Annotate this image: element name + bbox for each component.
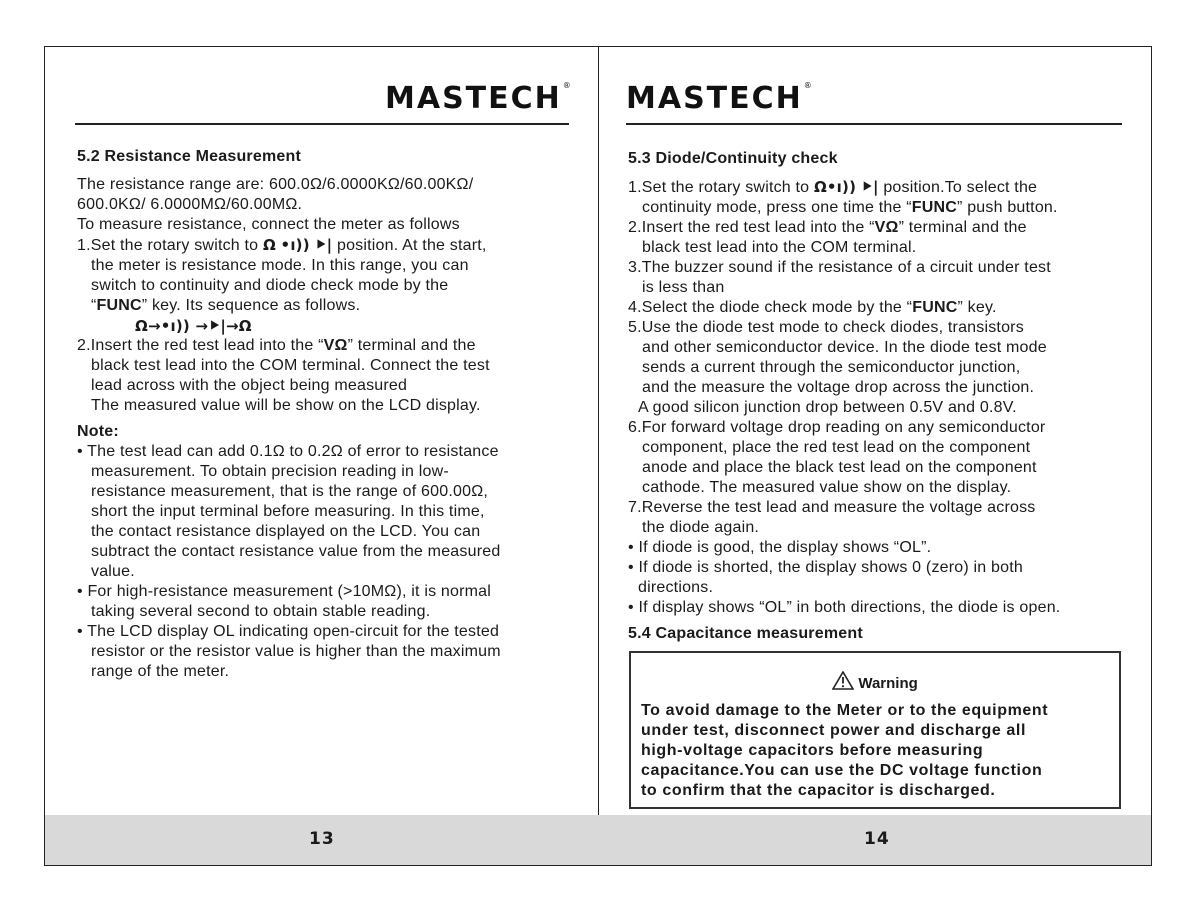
capacitance-heading: 5.4 Capacitance measurement: [628, 625, 863, 642]
note-line: short the input terminal before measuring. In this time,: [91, 503, 485, 520]
text-line: sends a current through the semiconductor junction,: [642, 359, 1021, 376]
text-line: the diode again.: [642, 519, 760, 536]
note-line: the contact resistance displayed on the LCD. You can: [91, 523, 481, 540]
warning-header: [631, 671, 1119, 692]
continuity-icon: •ı)): [280, 236, 310, 254]
func-key: FUNC: [912, 299, 958, 316]
ohm-icon: Ω: [813, 178, 827, 196]
step-2: 2.Insert the red test lead into the “VΩ” terminal and the: [628, 219, 1027, 236]
bullet-line: • If diode is shorted, the display shows 0 (zero) in both: [628, 559, 1023, 576]
warning-title: Warning: [858, 675, 918, 692]
bullet-line: • If display shows “OL” in both directions, the diode is open.: [628, 599, 1061, 616]
func-key: FUNC: [911, 199, 958, 216]
step-1: 1.Set the rotary switch to Ω•ı)) ⯈| position.To select the: [628, 178, 1038, 196]
page-number: 14: [864, 829, 890, 849]
note-line: resistance measurement, that is the range of 600.00Ω,: [91, 483, 488, 500]
note-line: measurement. To obtain precision reading in low-: [91, 463, 449, 480]
step-6: 6.For forward voltage drop reading on any semiconductor: [628, 419, 1046, 436]
warning-line: high-voltage capacitors before measuring: [641, 742, 984, 759]
step-3: 3.The buzzer sound if the resistance of a circuit under test: [628, 259, 1051, 276]
page-14: [598, 47, 1151, 865]
text-line: the meter is resistance mode. In this range, you can: [91, 257, 469, 274]
note-line: • The LCD display OL indicating open-circuit for the tested: [77, 623, 500, 640]
diode-section: [628, 149, 1060, 644]
text-line: anode and place the black test lead on the component: [642, 459, 1037, 476]
note-line: value.: [91, 563, 135, 580]
text-line: is less than: [642, 279, 725, 296]
resistance-section: [77, 147, 501, 682]
note-line: • The test lead can add 0.1Ω to 0.2Ω of error to resistance: [77, 443, 499, 460]
step-2: 2.Insert the red test lead into the “VΩ” terminal and the: [77, 337, 476, 354]
text-line: To measure resistance, connect the meter as follows: [77, 216, 460, 233]
step-5: 5.Use the diode test mode to check diodes, transistors: [628, 319, 1024, 336]
step-7: 7.Reverse the test lead and measure the voltage across: [628, 499, 1036, 516]
text-line: 600.0KΩ/ 6.0000MΩ/60.00MΩ.: [77, 196, 303, 213]
text-line: A good silicon junction drop between 0.5V and 0.8V.: [638, 399, 1017, 416]
ohm-icon: Ω: [262, 236, 276, 254]
page-footer: [45, 815, 598, 865]
warning-triangle-icon: [832, 671, 854, 690]
page-13: [45, 47, 599, 865]
mode-sequence: Ω→•ı)) →⯈|→Ω: [135, 317, 252, 335]
text-line: “FUNC” key. Its sequence as follows.: [91, 297, 361, 314]
header-rule: [626, 123, 1122, 125]
manual-spread: [44, 46, 1152, 866]
warning-line: capacitance.You can use the DC voltage function: [641, 762, 1043, 779]
page-number: 13: [309, 829, 335, 849]
continuity-icon: •ı)): [826, 178, 857, 196]
vo-terminal: VΩ: [874, 219, 899, 236]
note-line: • For high-resistance measurement (>10MΩ), it is normal: [77, 583, 492, 600]
bullet-line: directions.: [638, 579, 714, 596]
text-line: black test lead into the COM terminal. Connect the test: [91, 357, 490, 374]
note-line: taking several second to obtain stable reading.: [91, 603, 431, 620]
text-line: The resistance range are: 600.0Ω/6.0000KΩ/60.00KΩ/: [77, 176, 474, 193]
note-line: subtract the contact resistance value from the measured: [91, 543, 501, 560]
text-line: lead across with the object being measured: [91, 377, 408, 394]
text-line: The measured value will be show on the LCD display.: [91, 397, 481, 414]
text-line: and the measure the voltage drop across the junction.: [642, 379, 1035, 396]
text-line: cathode. The measured value show on the display.: [642, 479, 1012, 496]
vo-terminal: VΩ: [323, 337, 348, 354]
page-footer: [598, 815, 1151, 865]
warning-text: [641, 701, 1048, 801]
text-line: switch to continuity and diode check mode by the: [91, 277, 449, 294]
warning-line: to confirm that the capacitor is discharged.: [641, 782, 996, 799]
section-heading: 5.2 Resistance Measurement: [77, 148, 301, 165]
diode-icon: ⯈|: [314, 236, 333, 254]
text-line: black test lead into the COM terminal.: [642, 239, 917, 256]
step-4: 4.Select the diode check mode by the “FUNC” key.: [628, 299, 997, 316]
brand-logo: MASTECH®: [385, 81, 573, 116]
text-line: and other semiconductor device. In the diode test mode: [642, 339, 1047, 356]
bullet-line: • If diode is good, the display shows “OL”.: [628, 539, 932, 556]
note-line: range of the meter.: [91, 663, 230, 680]
note-line: resistor or the resistor value is higher than the maximum: [91, 643, 501, 660]
brand-logo: MASTECH®: [626, 81, 814, 116]
step-1: 1.Set the rotary switch to Ω •ı)) ⯈| position. At the start,: [77, 236, 487, 254]
warning-line: under test, disconnect power and discharge all: [641, 722, 1027, 739]
diode-icon: ⯈|: [860, 178, 879, 196]
func-key: FUNC: [96, 297, 142, 314]
header-rule: [75, 123, 569, 125]
warning-line: To avoid damage to the Meter or to the equipment: [641, 702, 1049, 719]
section-heading: 5.3 Diode/Continuity check: [628, 150, 838, 167]
warning-box: [629, 651, 1121, 809]
text-line: continuity mode, press one time the “FUNC” push button.: [642, 199, 1058, 216]
note-heading: Note:: [77, 423, 119, 440]
text-line: component, place the red test lead on the component: [642, 439, 1031, 456]
